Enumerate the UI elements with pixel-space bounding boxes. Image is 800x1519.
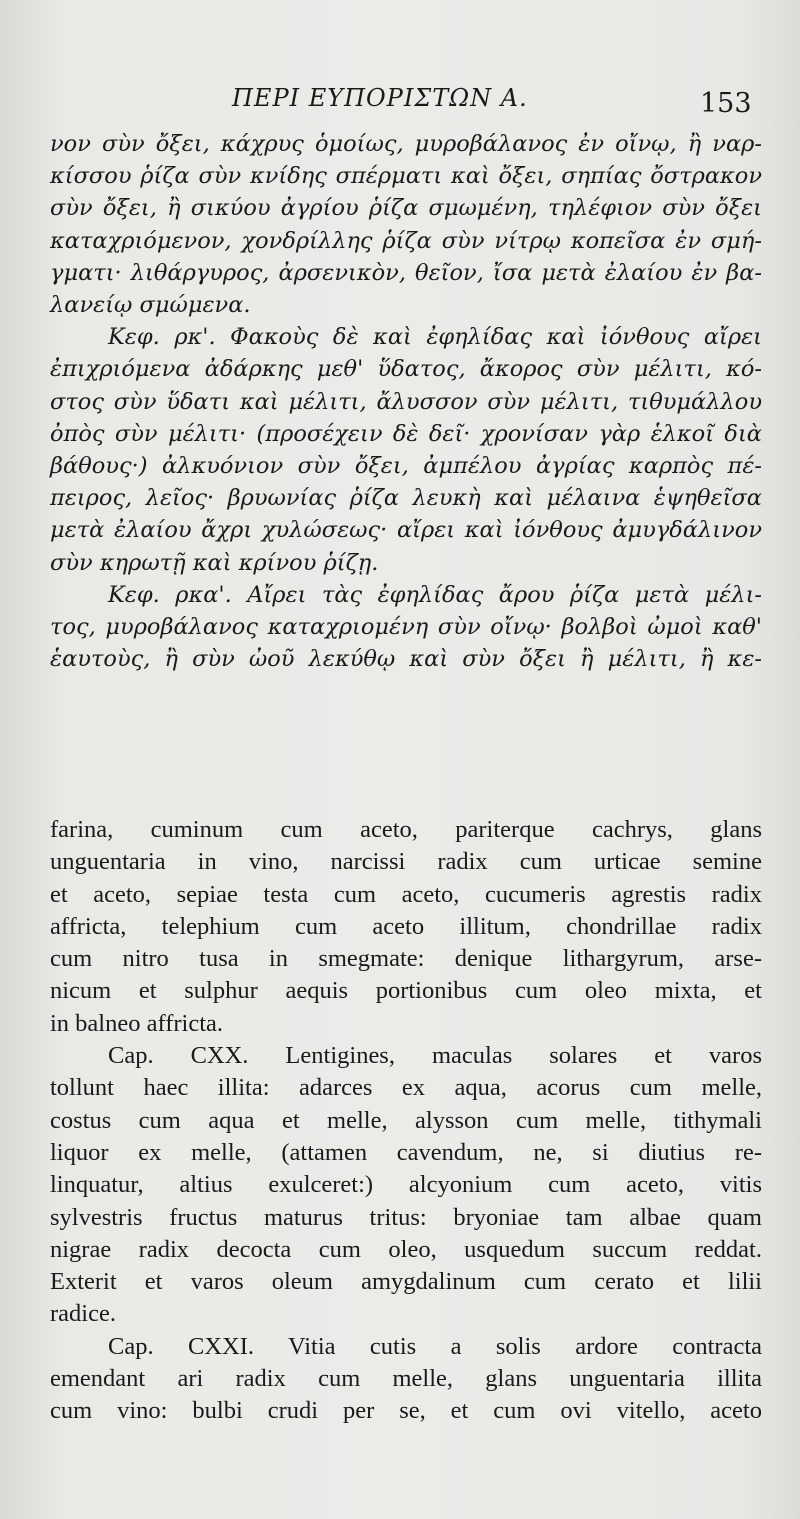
greek-line: βάθους·) ἀλκυόνιον σὺν ὄξει, ἀμπέλου ἀγρίας καρπὸς πέ-: [50, 453, 762, 480]
latin-line: unguentaria in vino, narcissi radix cum urticae semine: [50, 848, 762, 876]
latin-line: costus cum aqua et melle, alysson cum melle, tithymali: [50, 1106, 762, 1134]
latin-line: cum nitro tusa in smegmate: denique lithargyrum, arse-: [50, 945, 762, 973]
latin-line: in balneo affricta.: [50, 1009, 224, 1037]
latin-line: linquatur, altius exulceret:) alcyonium cum aceto, vitis: [50, 1171, 762, 1199]
greek-line: πειρος, λεῖος· βρυωνίας ῥίζα λευκὴ καὶ μέλαινα ἑψηθεῖσα: [50, 485, 762, 512]
greek-text: [50, 128, 762, 675]
latin-line: cum vino: bulbi crudi per se, et cum ovi vitello, aceto: [50, 1397, 762, 1425]
latin-text: [50, 814, 762, 1428]
latin-line: nigrae radix decocta cum oleo, usquedum succum reddat.: [50, 1235, 762, 1263]
greek-line: κίσσου ῥίζα σὺν κνίδης σπέρματι καὶ ὄξει, σηπίας ὄστρακον: [50, 163, 762, 190]
page-header: [0, 84, 800, 124]
greek-line: νον σὺν ὄξει, κάχρυς ὁμοίως, μυροβάλανος ἐν οἴνῳ, ἢ ναρ-: [50, 131, 762, 157]
greek-chapter-heading-line: Κεφ. ρκα'. Αἴρει τὰς ἐφηλίδας ἄρου ῥίζα μετὰ μέλι-: [108, 581, 762, 608]
running-title: ΠΕΡΙ ΕΥΠΟΡΙΣΤΩΝ Α.: [232, 84, 528, 112]
latin-line: et aceto, sepiae testa cum aceto, cucumeris agrestis radix: [50, 880, 762, 908]
greek-line: τος, μυροβάλανος καταχριομένη σὺν οἴνῳ· βολβοὶ ὠμοὶ καθ': [50, 614, 762, 641]
greek-line: ὀπὸς σὺν μέλιτι· (προσέχειν δὲ δεῖ· χρονίσαν γὰρ ἑλκοῖ διὰ: [50, 420, 762, 447]
greek-line: στος σὺν ὕδατι καὶ μέλιτι, ἄλυσσον σὺν μέλιτι, τιθυμάλλου: [50, 388, 762, 415]
greek-line: γματι· λιθάργυρος, ἀρσενικὸν, θεῖον, ἴσα μετὰ ἐλαίου ἐν βα-: [50, 259, 762, 286]
latin-chapter-heading-line: Cap. CXX. Lentigines, maculas solares et varos: [108, 1042, 762, 1070]
greek-line: σὺν ὄξει, ἢ σικύου ἀγρίου ῥίζα σμωμένη, τηλέφιον σὺν ὄξει: [50, 195, 762, 222]
latin-line: nicum et sulphur aequis portionibus cum oleo mixta, et: [50, 977, 762, 1005]
greek-line: ἐπιχριόμενα ἀδάρκης μεθ' ὕδατος, ἄκορος σὺν μέλιτι, κό-: [50, 356, 762, 383]
latin-line: sylvestris fructus maturus tritus: bryoniae tam albae quam: [50, 1203, 762, 1231]
greek-line: σὺν κηρωτῇ καὶ κρίνου ῥίζῃ.: [50, 549, 379, 576]
latin-line: farina, cuminum cum aceto, pariterque cachrys, glans: [50, 816, 762, 843]
greek-line: λανείῳ σμώμενα.: [50, 292, 251, 319]
latin-line: Exterit et varos oleum amygdalinum cum cerato et lilii: [50, 1268, 762, 1296]
latin-line: emendant ari radix cum melle, glans unguentaria illita: [50, 1365, 762, 1393]
latin-line: tollunt haec illita: adarces ex aqua, acorus cum melle,: [50, 1074, 762, 1102]
greek-line: καταχριόμενον, χονδρίλλης ῥίζα σὺν νίτρῳ κοπεῖσα ἐν σμή-: [50, 227, 762, 254]
latin-chapter-heading-line: Cap. CXXI. Vitia cutis a solis ardore contracta: [108, 1332, 762, 1360]
page-number: 153: [700, 88, 752, 119]
greek-line: ἑαυτοὺς, ἢ σὺν ὠοῦ λεκύθῳ καὶ σὺν ὄξει ἢ μέλιτι, ἢ κε-: [50, 646, 762, 673]
greek-line: μετὰ ἐλαίου ἄχρι χυλώσεως· αἴρει καὶ ἰόνθους ἀμυγδάλινον: [50, 517, 762, 544]
latin-line: radice.: [50, 1300, 116, 1328]
latin-line: liquor ex melle, (attamen cavendum, ne, si diutius re-: [50, 1138, 762, 1166]
latin-line: affricta, telephium cum aceto illitum, chondrillae radix: [50, 912, 762, 940]
greek-chapter-heading-line: Κεφ. ρκ'. Φακοὺς δὲ καὶ ἐφηλίδας καὶ ἰόνθους αἴρει: [108, 324, 762, 351]
